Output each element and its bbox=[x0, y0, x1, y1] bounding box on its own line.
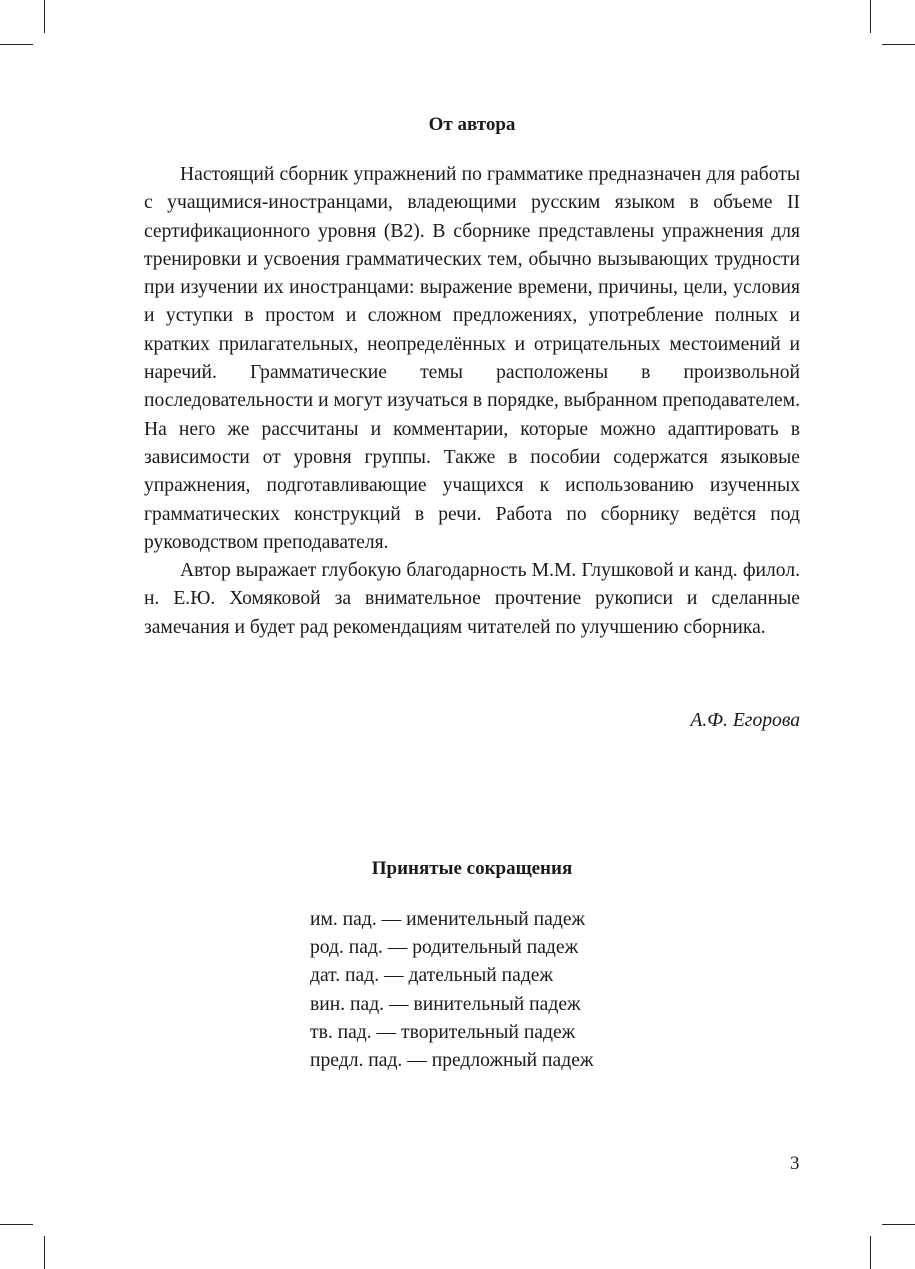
abbreviations-list bbox=[310, 906, 593, 1075]
preface-title: От автора bbox=[428, 114, 516, 135]
abbreviation-item: им. пад. — именительный падеж bbox=[310, 909, 586, 930]
crop-mark-top-left-horizontal bbox=[0, 44, 33, 45]
abbreviation-item: тв. пад. — творительный падеж bbox=[310, 1021, 576, 1043]
preface-body bbox=[144, 161, 800, 642]
preface-paragraph-2: Автор выражает глубокую благодарность М.М. Глушковой и канд. филол. н. Е.Ю. Хомяковой за внимательное прочтение рукописи и сделанные замечания и будет рад рекомендациям читателей по улучшению сборника. bbox=[144, 560, 800, 638]
crop-mark-top-right-horizontal bbox=[882, 44, 915, 45]
crop-mark-bottom-left-horizontal bbox=[0, 1224, 33, 1225]
abbreviation-item: дат. пад. — дательный падеж bbox=[310, 965, 554, 987]
abbreviation-item: вин. пад. — винительный падеж bbox=[310, 993, 581, 1015]
crop-mark-top-left-vertical bbox=[44, 0, 45, 33]
crop-mark-bottom-right-horizontal bbox=[882, 1224, 915, 1225]
crop-mark-top-right-vertical bbox=[870, 0, 871, 33]
preface-paragraph-1: Настоящий сборник упражнений по грамматике предназначен для работы с учащимися-иностранцами, владеющими русским языком в объеме II сертификационного уровня (В2). В сборнике представлены упражнения для тренировки и усвоения грамматических тем, обычно вызывающих трудности при изучении их иностранцами: выражение времени, причины, цели, условия и уступки в простом и сложном предложениях, употребление полных и кратких прилагательных, неопределённых и отрицательных местоимений и наречий. Грамматические темы расположены в произвольной последовательности и могут изучаться в порядке, выбранном преподавателем. На него же рассчитаны и комментарии, которые можно адаптировать в зависимости от уровня группы. Также в пособии содержатся языковые упражнения, подготавливающие учащихся к использованию изученных грамматических конструкций в речи. Работа по сборнику ведётся под руководством преподавателя. bbox=[144, 164, 800, 553]
crop-mark-bottom-left-vertical bbox=[44, 1236, 45, 1269]
abbreviations-title: Принятые сокращения bbox=[371, 858, 573, 879]
abbreviation-item: род. пад. — родительный падеж bbox=[310, 937, 579, 959]
page-number: 3 bbox=[790, 1153, 800, 1174]
author-signature: А.Ф. Егорова bbox=[690, 710, 800, 731]
crop-mark-bottom-right-vertical bbox=[870, 1236, 871, 1269]
abbreviation-item: предл. пад. — предложный падеж bbox=[310, 1050, 594, 1072]
